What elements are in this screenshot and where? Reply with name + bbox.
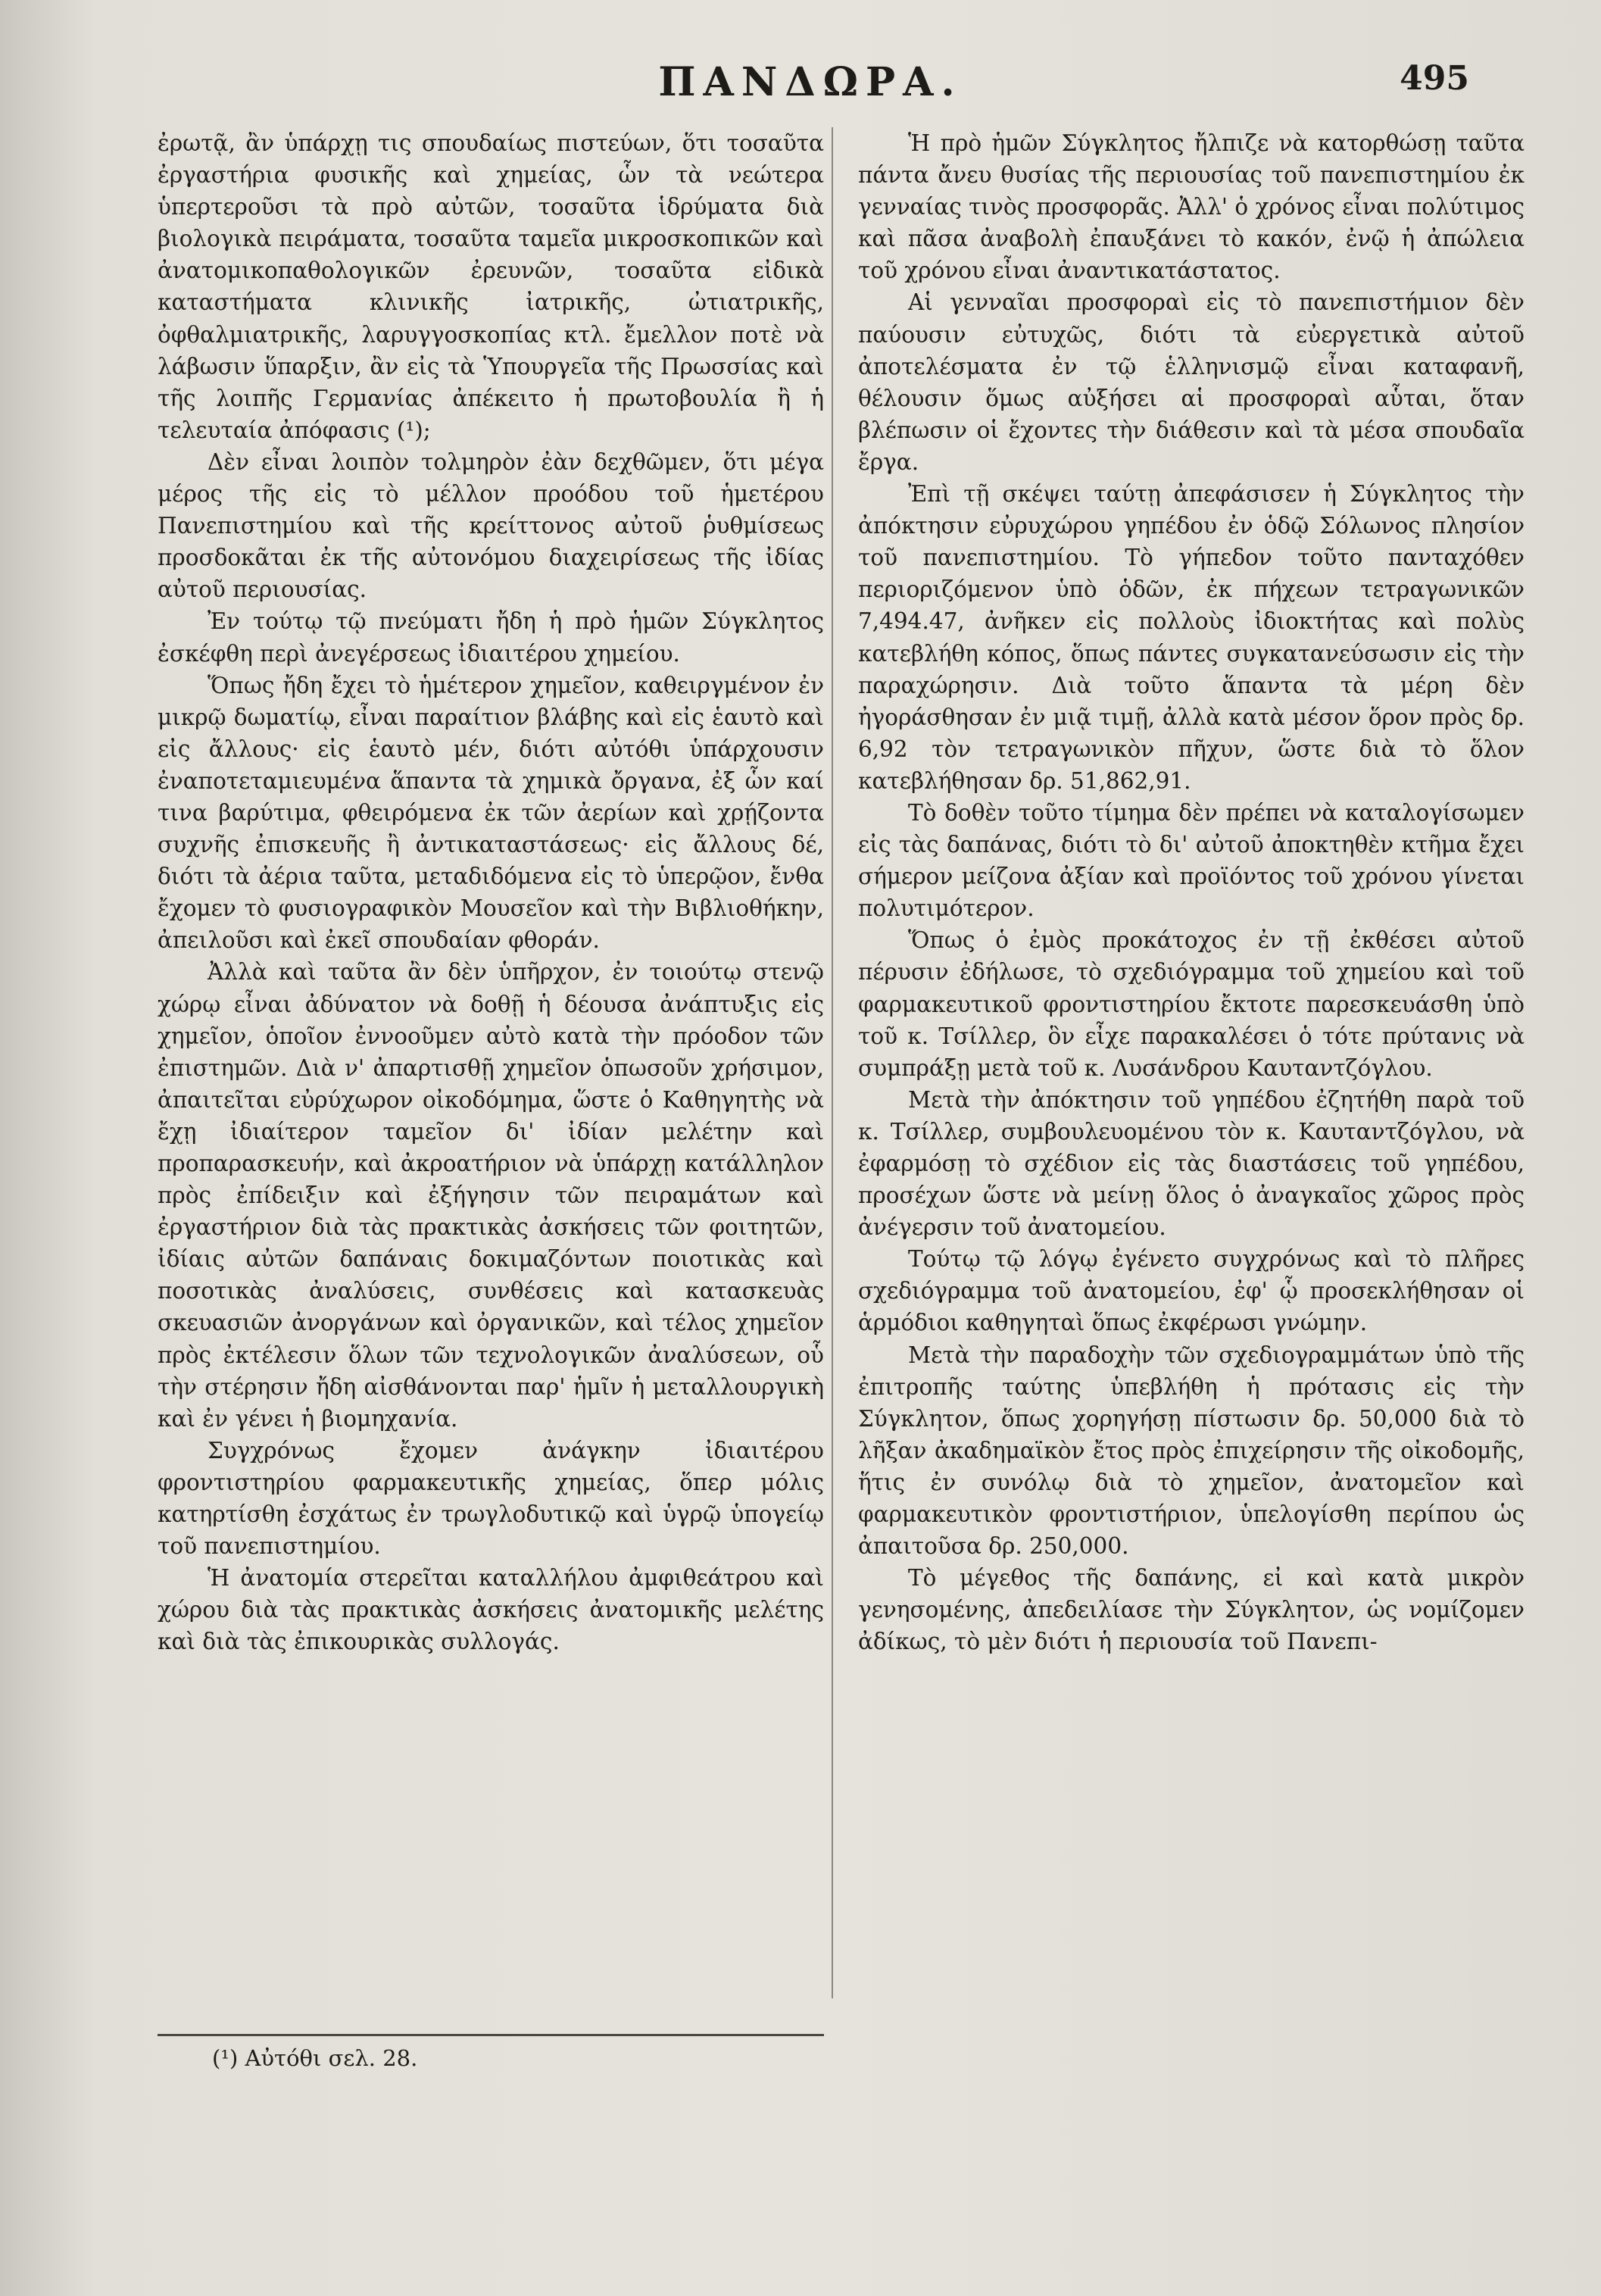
paragraph: Ὅπως ἤδη ἔχει τὸ ἡμέτερον χημεῖον, καθειργμένον ἐν μικρῷ δωματίῳ, εἶναι παραίτιον βλάβης καὶ εἰς ἑαυτὸ καὶ εἰς ἄλλους· εἰς ἑαυτὸ μέν, διότι αὐτόθι ὑπάρχουσιν ἐναποτεταμιευμένα ἅπαντα τὰ χημικὰ ὄργανα, ἐξ ὧν καί τινα βαρύτιμα, φθειρόμενα ἐκ τῶν ἀερίων καὶ χρῄζοντα συχνῆς ἐπισκευῆς ἢ ἀντικαταστάσεως· εἰς ἄλλους δέ, διότι τὰ ἀέρια ταῦτα, μεταδιδόμενα εἰς τὸ ὑπερῷον, ἔνθα ἔχομεν τὸ φυσιογραφικὸν Μουσεῖον καὶ τὴν Βιβλιοθήκην, ἀπειλοῦσι καὶ ἐκεῖ σπουδαίαν φθοράν. — [158, 672, 824, 954]
paragraph: Ἐπὶ τῇ σκέψει ταύτῃ ἀπεφάσισεν ἡ Σύγκλητος τὴν ἀπόκτησιν εὐρυχώρου γηπέδου ἐν ὁδῷ Σόλωνος πλησίον τοῦ πανεπιστημίου. Τὸ γήπεδον τοῦτο πανταχόθεν περιοριζόμενον ὑπὸ ὁδῶν, ἐκ πήχεων τετραγωνικῶν 7,494.47, ἀνῆκεν εἰς πολλοὺς ἰδιοκτήτας καὶ πολὺς κατεβλήθη κόπος, ὅπως πάντες συγκατανεύσωσιν εἰς τὴν παραχώρησιν. Διὰ τοῦτο ἅπαντα τὰ μέρη δὲν ἠγοράσθησαν ἐν μιᾷ τιμῇ, ἀλλὰ κατὰ μέσον ὅρον πρὸς δρ. 6,92 τὸν τετραγωνικὸν πῆχυν, ὥστε διὰ τὸ ὅλον κατεβλήθησαν δρ. 51,862,91. — [858, 481, 1525, 794]
column-divider — [832, 127, 833, 1998]
paragraph: Ἡ ἀνατομία στερεῖται καταλλήλου ἀμφιθεάτρου καὶ χώρου διὰ τὰς πρακτικὰς ἀσκήσεις ἀνατομικῆς μελέτης καὶ διὰ τὰς ἐπικουρικὰς συλλογάς. — [158, 1565, 824, 1655]
paragraph: Μετὰ τὴν παραδοχὴν τῶν σχεδιογραμμάτων ὑπὸ τῆς ἐπιτροπῆς ταύτης ὑπεβλήθη ἡ πρότασις εἰς τὴν Σύγκλητον, ὅπως χορηγήσῃ πίστωσιν δρ. 50,000 διὰ τὸ λῆξαν ἀκαδημαϊκὸν ἔτος πρὸς ἐπιχείρησιν τῆς οἰκοδομῆς, ἥτις ἐν συνόλῳ διὰ τὸ χημεῖον, ἀνατομεῖον καὶ φαρμακευτικὸν φροντιστήριον, ὑπελογίσθη περίπου ὡς ἀπαιτοῦσα δρ. 250,000. — [858, 1342, 1525, 1560]
paragraph: Τούτῳ τῷ λόγῳ ἐγένετο συγχρόνως καὶ τὸ πλῆρες σχεδιόγραμμα τοῦ ἀνατομείου, ἐφ' ᾧ προσεκλήθησαν οἱ ἁρμόδιοι καθηγηταὶ ὅπως ἐκφέρωσι γνώμην. — [858, 1246, 1525, 1336]
paragraph: Τὸ δοθὲν τοῦτο τίμημα δὲν πρέπει νὰ καταλογίσωμεν εἰς τὰς δαπάνας, διότι τὸ δι' αὐτοῦ ἀποκτηθὲν κτῆμα ἔχει σήμερον μείζονα ἀξίαν καὶ προϊόντος τοῦ χρόνου γίνεται πολυτιμότερον. — [858, 799, 1525, 922]
paragraph: Δὲν εἶναι λοιπὸν τολμηρὸν ἐὰν δεχθῶμεν, ὅτι μέγα μέρος τῆς εἰς τὸ μέλλον προόδου τοῦ ἡμετέρου Πανεπιστημίου καὶ τῆς κρείττονος αὐτοῦ ῥυθμίσεως προσδοκᾶται ἐκ τῆς αὐτονόμου διαχειρίσεως τῆς ἰδίας αὐτοῦ περιουσίας. — [158, 448, 824, 603]
running-title: ΠΑΝΔΩΡΑ. — [658, 59, 963, 105]
paragraph: Ἀλλὰ καὶ ταῦτα ἂν δὲν ὑπῆρχον, ἐν τοιούτῳ στενῷ χώρῳ εἶναι ἀδύνατον νὰ δοθῇ ἡ δέουσα ἀνάπτυξις εἰς χημεῖον, ὁποῖον ἐννοοῦμεν αὐτὸ κατὰ τὴν πρόοδον τῶν ἐπιστημῶν. Διὰ ν' ἀπαρτισθῇ χημεῖον ὁπωσοῦν χρήσιμον, ἀπαιτεῖται εὐρύχωρον οἰκοδόμημα, ὥστε ὁ Καθηγητὴς νὰ ἔχῃ ἰδιαίτερον ταμεῖον δι' ἰδίαν μελέτην καὶ προπαρασκευήν, καὶ ἀκροατήριον νὰ ὑπάρχῃ κατάλληλον πρὸς ἐπίδειξιν καὶ ἐξήγησιν τῶν πειραμάτων καὶ ἐργαστήριον διὰ τὰς πρακτικὰς ἀσκήσεις τῶν φοιτητῶν, ἰδίαις αὐτῶν δαπάναις δοκιμαζόντων ποιοτικὰς καὶ ποσοτικὰς ἀναλύσεις, συνθέσεις καὶ κατασκευὰς σκευασιῶν ἀνοργάνων καὶ ὀργανικῶν, καὶ τέλος χημεῖον πρὸς ἐκτέλεσιν ὅλων τῶν τεχνολογικῶν ἀναλύσεων, οὗ τὴν στέρησιν ἤδη αἰσθάνονται παρ' ἡμῖν ἡ μεταλλουργικὴ καὶ ἐν γένει ἡ βιομηχανία. — [158, 959, 824, 1432]
paragraph: Ἐν τούτῳ τῷ πνεύματι ἤδη ἡ πρὸ ἡμῶν Σύγκλητος ἐσκέφθη περὶ ἀνεγέρσεως ἰδιαιτέρου χημείου. — [158, 608, 824, 667]
paragraph: ἐρωτᾷ, ἂν ὑπάρχῃ τις σπουδαίως πιστεύων, ὅτι τοσαῦτα ἐργαστήρια φυσικῆς καὶ χημείας, ὧν τὰ νεώτερα ὑπερτεροῦσι τὰ πρὸ αὐτῶν, τοσαῦτα ἱδρύματα διὰ βιολογικὰ πειράματα, τοσαῦτα ταμεῖα μικροσκοπικῶν καὶ ἀνατομικοπαθολογικῶν ἐρευνῶν, τοσαῦτα εἰδικὰ καταστήματα κλινικῆς ἰατρικῆς, ὠτιατρικῆς, ὀφθαλμιατρικῆς, λαρυγγοσκοπίας κτλ. ἔμελλον ποτὲ νὰ λάβωσιν ὕπαρξιν, ἂν εἰς τὰ Ὑπουργεῖα τῆς Πρωσσίας καὶ τῆς λοιπῆς Γερμανίας ἀπέκειτο ἡ πρωτοβουλία ἢ ἡ τελευταία ἀπόφασις (¹); — [158, 130, 824, 443]
footnote: (¹) Αὐτόθι σελ. 28. — [212, 2045, 418, 2071]
right-column — [858, 127, 1525, 1658]
paragraph: Συγχρόνως ἔχομεν ἀνάγκην ἰδιαιτέρου φροντιστηρίου φαρμακευτικῆς χημείας, ὅπερ μόλις κατηρτίσθη ἐσχάτως ἐν τρωγλοδυτικῷ καὶ ὑγρῷ ὑπογείῳ τοῦ πανεπιστημίου. — [158, 1437, 824, 1560]
page-number: 495 — [1400, 59, 1469, 98]
paragraph: Αἱ γενναῖαι προσφοραὶ εἰς τὸ πανεπιστήμιον δὲν παύουσιν εὐτυχῶς, διότι τὰ εὐεργετικὰ αὐτοῦ ἀποτελέσματα ἐν τῷ ἑλληνισμῷ εἶναι καταφανῆ, θέλουσιν ὅμως αὐξήσει αἱ προσφοραὶ αὗται, ὅταν βλέπωσιν οἱ ἔχοντες τὴν διάθεσιν καὶ τὰ μέσα σπουδαῖα ἔργα. — [858, 289, 1525, 475]
paragraph: Τὸ μέγεθος τῆς δαπάνης, εἰ καὶ κατὰ μικρὸν γενησομένης, ἀπεδειλίασε τὴν Σύγκλητον, ὡς νομίζομεν ἀδίκως, τὸ μὲν διότι ἡ περιουσία τοῦ Πανεπι- — [858, 1565, 1525, 1655]
page-header — [151, 59, 1469, 112]
paragraph: Μετὰ τὴν ἀπόκτησιν τοῦ γηπέδου ἐζητήθη παρὰ τοῦ κ. Τσίλλερ, συμβουλευομένου τὸν κ. Καυταντζόγλου, νὰ ἐφαρμόσῃ τὸ σχέδιον εἰς τὰς διαστάσεις τοῦ γηπέδου, προσέχων ὥστε νὰ μείνῃ ὅλος ὁ ἀναγκαῖος χῶρος πρὸς ἀνέγερσιν τοῦ ἀνατομείου. — [858, 1086, 1525, 1241]
paragraph: Ἡ πρὸ ἡμῶν Σύγκλητος ἤλπιζε νὰ κατορθώσῃ ταῦτα πάντα ἄνευ θυσίας τῆς περιουσίας τοῦ πανεπιστημίου ἐκ γενναίας τινὸς προσφορᾶς. Ἀλλ' ὁ χρόνος εἶναι πολύτιμος καὶ πᾶσα ἀναβολὴ ἐπαυξάνει τὸ κακόν, ἐνῷ ἡ ἀπώλεια τοῦ χρόνου εἶναι ἀναντικατάστατος. — [858, 130, 1525, 284]
paragraph: Ὅπως ὁ ἐμὸς προκάτοχος ἐν τῇ ἐκθέσει αὐτοῦ πέρυσιν ἐδήλωσε, τὸ σχεδιόγραμμα τοῦ χημείου καὶ τοῦ φαρμακευτικοῦ φροντιστηρίου ἔκτοτε παρεσκευάσθη ὑπὸ τοῦ κ. Τσίλλερ, ὃν εἶχε παρακαλέσει ὁ τότε πρύτανις νὰ συμπράξῃ μετὰ τοῦ κ. Λυσάνδρου Καυταντζόγλου. — [858, 927, 1525, 1081]
footnote-rule — [158, 2034, 824, 2036]
left-column — [158, 127, 824, 1658]
